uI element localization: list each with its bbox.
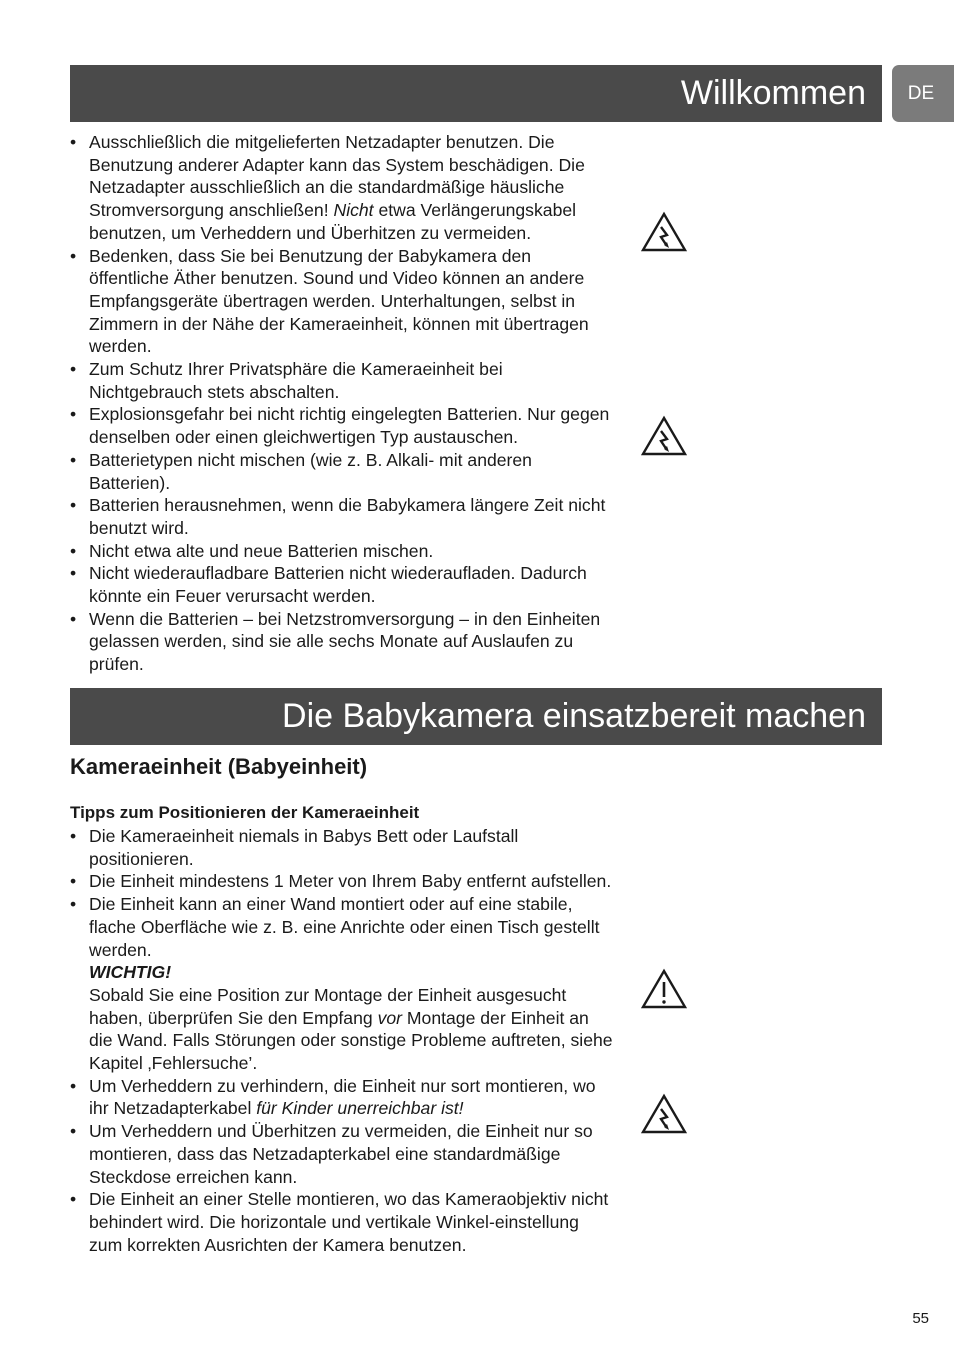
list-item: • Batterietypen nicht mischen (wie z. B. Alkali- mit anderen Batterien). <box>70 449 615 494</box>
list-item: • Batterien herausnehmen, wenn die Babykamera längere Zeit nicht benutzt wird. <box>70 494 615 539</box>
safety-list <box>70 131 615 676</box>
list-item: • Die Einheit an einer Stelle montieren, wo das Kameraobjektiv nicht behindert wird. Die horizontale und vertikale Winkel-einstellung zum korrekten Ausrichten der Kamera benutzen. <box>70 1188 615 1256</box>
language-tab: DE <box>892 65 954 122</box>
list-item: • Ausschließlich die mitgelieferten Netzadapter benutzen. Die Benutzung anderer Adapter kann das System beschädigen. Die Netzadapter ausschließlich an die standardmäßige häusliche Stromversorgung anschließen! Nicht etwa Verlängerungskabel benutzen, um Verheddern und Überhitzen zu vermeiden. <box>70 131 615 245</box>
important-note-text: Sobald Sie eine Position zur Montage der Einheit ausgesucht haben, überprüfen Sie den Empfang vor Montage der Einheit an die Wand. Falls Störungen oder sonstige Probleme auftreten, siehe Kapitel ‚Fehlersuche’. <box>89 984 613 1074</box>
list-item: • Zum Schutz Ihrer Privatsphäre die Kameraeinheit bei Nichtgebrauch stets abschalten. <box>70 358 615 403</box>
important-note-label: WICHTIG! <box>89 962 172 983</box>
list-item: • Die Einheit mindestens 1 Meter von Ihrem Baby entfernt aufstellen. <box>70 870 615 893</box>
list-item: • Wenn die Batterien – bei Netzstromversorgung – in den Einheiten gelassen werden, sind sie alle sechs Monate auf Auslaufen zu prüfen. <box>70 608 615 676</box>
list-item: • Nicht wiederaufladbare Batterien nicht wiederaufladen. Dadurch könnte ein Feuer verursacht werden. <box>70 562 615 607</box>
section-banner-setup <box>70 688 882 745</box>
list-item: • Die Kameraeinheit niemals in Babys Bett oder Laufstall positionieren. <box>70 825 615 870</box>
list-item: • Nicht etwa alte und neue Batterien mischen. <box>70 540 615 563</box>
list-item: • Die Einheit kann an einer Wand montiert oder auf eine stabile, flache Oberfläche wie z. B. eine Anrichte oder einen Tisch gestellt werden. WICHTIG! Sobald Sie eine Position zur Montage der Einheit ausgesucht haben, überprüfen Sie den Empfang vor Montage der Einheit an die Wand. Falls Störungen oder sonstige Probleme auftreten, siehe Kapitel ‚Fehlersuche’. <box>70 893 615 1075</box>
lightning-warning-icon <box>640 1093 688 1135</box>
list-item: • Explosionsgefahr bei nicht richtig eingelegten Batterien. Nur gegen denselben oder einen gleichwertigen Typ austauschen. <box>70 403 615 448</box>
list-item: • Bedenken, dass Sie bei Benutzung der Babykamera den öffentliche Äther benutzen. Sound und Video können an andere Empfangsgeräte übertragen werden. Unterhaltungen, selbst in Zimmern in der Nähe der Kameraeinheit, können mit übertragen werden. <box>70 245 615 359</box>
subsection-title: Kameraeinheit (Babyeinheit) <box>70 754 368 779</box>
positioning-tips-list <box>70 825 615 1256</box>
list-item: • Um Verheddern und Überhitzen zu vermeiden, die Einheit nur so montieren, dass das Netzadapterkabel eine standardmäßige Steckdose erreichen kann. <box>70 1120 615 1188</box>
tips-heading: Tipps zum Positionieren der Kameraeinheit <box>70 803 420 822</box>
lightning-warning-icon <box>640 415 688 457</box>
list-item: • Um Verheddern zu verhindern, die Einheit nur sort montieren, wo ihr Netzadapterkabel für Kinder unerreichbar ist! <box>70 1075 615 1120</box>
exclamation-warning-icon <box>640 968 688 1010</box>
section-title-setup: Die Babykamera einsatzbereit machen <box>282 697 866 735</box>
section-banner-welcome <box>70 65 882 122</box>
section-title-welcome: Willkommen <box>680 74 866 112</box>
page-number: 55 <box>912 1310 929 1327</box>
lightning-warning-icon <box>640 211 688 253</box>
